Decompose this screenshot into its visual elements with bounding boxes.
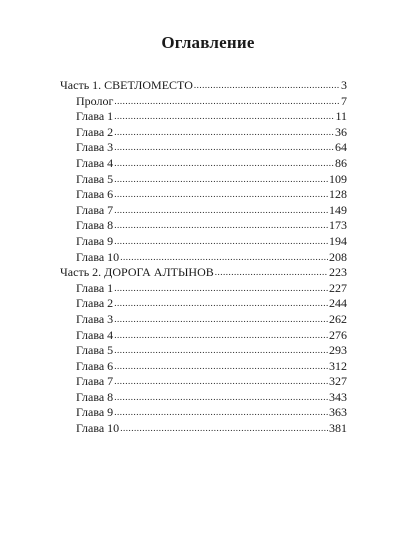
toc-entry-page: 64 bbox=[335, 140, 347, 155]
toc-entry-label: Часть 2. ДОРОГА АЛТЫНОВ bbox=[60, 265, 214, 280]
toc-entry-chapter[interactable] bbox=[60, 187, 347, 203]
toc-entry-part[interactable] bbox=[60, 265, 347, 281]
toc-entry-chapter[interactable] bbox=[60, 203, 347, 219]
toc-entry-label: Пролог bbox=[76, 93, 114, 108]
toc-entry-label: Глава 10 bbox=[76, 421, 120, 436]
toc-entry-page: 36 bbox=[335, 124, 347, 139]
toc-entry-label: Глава 10 bbox=[76, 249, 120, 264]
toc-entry-chapter[interactable] bbox=[60, 94, 347, 110]
toc-leader-dots bbox=[114, 217, 328, 234]
toc-leader-dots bbox=[114, 389, 328, 406]
toc-leader-dots bbox=[114, 139, 334, 156]
toc-leader-dots bbox=[114, 295, 328, 312]
toc-entry-page: 11 bbox=[335, 109, 347, 124]
toc-entry-label: Глава 3 bbox=[76, 140, 114, 155]
toc-entry-chapter[interactable] bbox=[60, 405, 347, 421]
toc-entry-chapter[interactable] bbox=[60, 172, 347, 188]
toc-entry-page: 208 bbox=[329, 249, 347, 264]
toc-leader-dots bbox=[114, 373, 328, 390]
toc-entry-chapter[interactable] bbox=[60, 250, 347, 266]
toc-entry-page: 128 bbox=[329, 187, 347, 202]
toc-entry-page: 381 bbox=[329, 421, 347, 436]
toc-leader-dots bbox=[114, 124, 334, 141]
toc-entry-chapter[interactable] bbox=[60, 281, 347, 297]
toc-leader-dots bbox=[114, 155, 334, 172]
toc-leader-dots bbox=[114, 233, 328, 250]
toc-leader-dots bbox=[114, 327, 328, 344]
toc-entry-label: Глава 2 bbox=[76, 124, 114, 139]
toc-leader-dots bbox=[114, 311, 328, 328]
toc-entry-label: Часть 1. СВЕТЛОМЕСТО bbox=[60, 78, 193, 92]
toc-entry-page: 7 bbox=[341, 93, 347, 108]
toc-entry-chapter[interactable] bbox=[60, 109, 347, 125]
toc-entry-page: 86 bbox=[335, 155, 347, 170]
toc-entry-chapter[interactable] bbox=[60, 218, 347, 234]
toc-entry-page: 343 bbox=[329, 389, 347, 404]
toc-entry-label: Глава 5 bbox=[76, 343, 114, 358]
toc-leader-dots bbox=[120, 249, 328, 266]
toc-leader-dots bbox=[114, 342, 328, 359]
toc-leader-dots bbox=[114, 171, 328, 188]
toc-leader-dots bbox=[114, 358, 328, 375]
toc-entry-label: Глава 5 bbox=[76, 171, 114, 186]
toc-entry-page: 244 bbox=[329, 296, 347, 311]
toc-entry-page: 223 bbox=[329, 265, 347, 280]
toc-entry-label: Глава 1 bbox=[76, 280, 114, 295]
toc-entry-chapter[interactable] bbox=[60, 421, 347, 437]
toc-entry-page: 276 bbox=[329, 327, 347, 342]
toc-entry-page: 173 bbox=[329, 218, 347, 233]
toc-entry-label: Глава 3 bbox=[76, 311, 114, 326]
toc-entry-page: 149 bbox=[329, 202, 347, 217]
toc-entry-label: Глава 1 bbox=[76, 109, 114, 124]
toc-leader-dots bbox=[120, 420, 328, 437]
toc-entry-page: 3 bbox=[341, 78, 347, 92]
toc-entry-label: Глава 7 bbox=[76, 202, 114, 217]
toc-entry-page: 262 bbox=[329, 311, 347, 326]
toc-entry-page: 327 bbox=[329, 374, 347, 389]
toc-leader-dots bbox=[114, 202, 328, 219]
toc-entry-label: Глава 8 bbox=[76, 389, 114, 404]
toc-entry-part[interactable] bbox=[60, 78, 347, 94]
toc-leader-dots bbox=[114, 93, 340, 110]
toc-leader-dots bbox=[114, 108, 334, 125]
toc-entry-chapter[interactable] bbox=[60, 359, 347, 375]
toc-entry-page: 363 bbox=[329, 405, 347, 420]
toc-entry-label: Глава 9 bbox=[76, 405, 114, 420]
toc-entry-chapter[interactable] bbox=[60, 312, 347, 328]
toc-leader-dots bbox=[194, 77, 340, 94]
toc-entry-label: Глава 4 bbox=[76, 327, 114, 342]
table-of-contents bbox=[60, 78, 347, 437]
toc-entry-label: Глава 2 bbox=[76, 296, 114, 311]
toc-entry-label: Глава 6 bbox=[76, 358, 114, 373]
toc-entry-chapter[interactable] bbox=[60, 156, 347, 172]
toc-entry-chapter[interactable] bbox=[60, 296, 347, 312]
toc-entry-page: 293 bbox=[329, 343, 347, 358]
toc-entry-label: Глава 4 bbox=[76, 155, 114, 170]
toc-entry-page: 227 bbox=[329, 280, 347, 295]
page-title: Оглавление bbox=[161, 33, 255, 52]
toc-leader-dots bbox=[114, 404, 328, 421]
toc-entry-label: Глава 8 bbox=[76, 218, 114, 233]
toc-entry-chapter[interactable] bbox=[60, 343, 347, 359]
toc-entry-page: 109 bbox=[329, 171, 347, 186]
toc-leader-dots bbox=[114, 280, 328, 297]
toc-entry-chapter[interactable] bbox=[60, 140, 347, 156]
toc-leader-dots bbox=[215, 264, 328, 281]
toc-leader-dots bbox=[114, 186, 328, 203]
toc-entry-chapter[interactable] bbox=[60, 125, 347, 141]
toc-entry-label: Глава 6 bbox=[76, 187, 114, 202]
toc-entry-chapter[interactable] bbox=[60, 374, 347, 390]
toc-entry-label: Глава 7 bbox=[76, 374, 114, 389]
toc-entry-page: 194 bbox=[329, 233, 347, 248]
toc-entry-chapter[interactable] bbox=[60, 328, 347, 344]
toc-entry-page: 312 bbox=[329, 358, 347, 373]
toc-entry-label: Глава 9 bbox=[76, 233, 114, 248]
toc-entry-chapter[interactable] bbox=[60, 390, 347, 406]
toc-entry-chapter[interactable] bbox=[60, 234, 347, 250]
